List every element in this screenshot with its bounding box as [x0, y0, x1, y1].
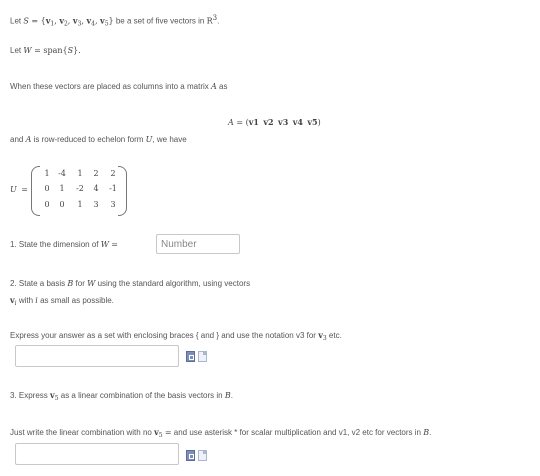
matrix-U	[31, 166, 127, 214]
basis-input[interactable]	[15, 345, 179, 367]
matrix-cell: 3	[93, 200, 99, 209]
matrix-cell: 1	[44, 169, 50, 178]
matrix-cell: 4	[93, 184, 99, 193]
statement-echelon: and A is row-reduced to echelon form U, we have	[10, 135, 187, 144]
right-paren	[118, 166, 127, 216]
matrix-cell: 0	[44, 200, 50, 209]
matrix-cell: -2	[76, 184, 84, 193]
matrix-cell: 2	[93, 169, 99, 178]
statement-matrix-A: When these vectors are placed as columns into a matrix A as	[10, 82, 228, 91]
instruction-basis: Express your answer as a set with enclosing braces { and } and use the notation v3 for $v_3$ etc.	[10, 330, 342, 342]
help-icon[interactable]	[198, 450, 207, 461]
statement-W-span: Let W = span{S}.	[10, 46, 81, 55]
matrix-cell: 3	[110, 200, 116, 209]
question-2-cont: $v_i$ with i as small as possible.	[10, 295, 114, 307]
dimension-input[interactable]	[156, 234, 240, 254]
matrix-cell: 1	[59, 184, 65, 193]
question-3: 3. Express $v_5$ as a linear combination of the basis vectors in B.	[10, 390, 233, 402]
preview-icon[interactable]	[186, 450, 195, 461]
linear-combination-input[interactable]	[15, 443, 179, 465]
matrix-cell: 1	[77, 169, 83, 178]
matrix-cell: -4	[58, 169, 66, 178]
matrix-A-definition: A = (v1 v2 v3 v4 v5)	[228, 117, 321, 127]
question-1: 1. State the dimension of W =	[10, 240, 118, 249]
question-2: 2. State a basis B for W using the standard algorithm, using vectors	[10, 279, 251, 288]
statement-set-S: Let $S = \{v_1$, $v_2$, $v_3$, $v_4$, $v_5$} be a set of five vectors in $R^3$.	[10, 14, 220, 28]
left-paren	[31, 166, 40, 216]
matrix-cell: -1	[109, 184, 117, 193]
matrix-cell: 1	[77, 200, 83, 209]
instruction-linear-combination: Just write the linear combination with no $v_5$ = and use asterisk * for scalar multiplication and v1, v2 etc for vectors in B.	[10, 427, 432, 439]
matrix-cell: 2	[110, 169, 116, 178]
matrix-U-label: U =	[10, 185, 28, 194]
matrix-cell: 0	[44, 184, 50, 193]
help-icon[interactable]	[198, 351, 207, 362]
matrix-cell: 0	[59, 200, 65, 209]
preview-icon[interactable]	[186, 351, 195, 362]
